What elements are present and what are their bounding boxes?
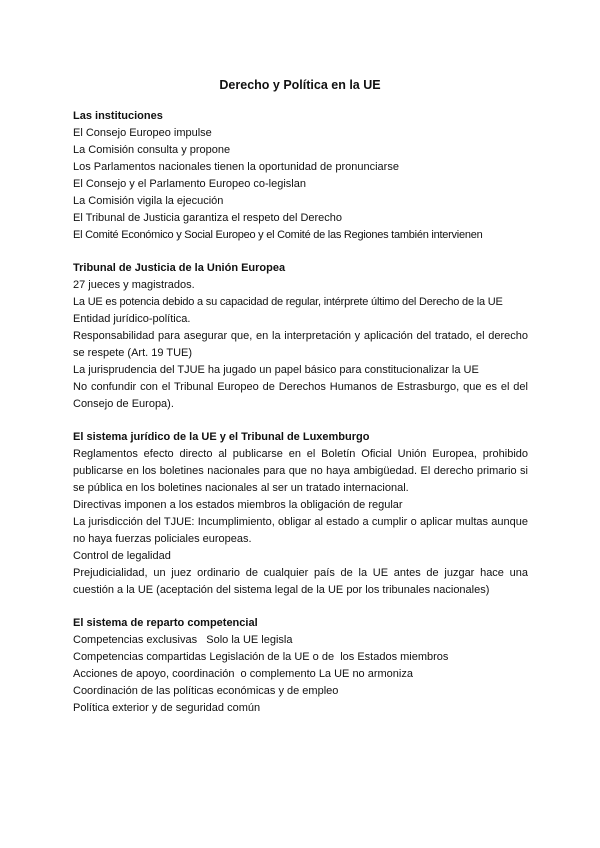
paragraph: Competencias compartidas Legislación de la UE o de los Estados miembros xyxy=(73,651,449,663)
page-title: Derecho y Política en la UE xyxy=(219,78,381,92)
paragraph: Prejudicialidad, un juez ordinario de cualquier país de la UE antes de juzgar hace una cuestión a la UE (aceptación del sistema legal de la UE por los tribunales nacionales) xyxy=(73,567,528,596)
paragraph: 27 jueces y magistrados. xyxy=(73,279,195,291)
paragraph: La jurisdicción del TJUE: Incumplimiento, obligar al estado a cumplir o aplicar multas aunque no haya fuerzas policiales europeas. xyxy=(73,516,528,545)
paragraph: El Comité Económico y Social Europeo y el Comité de las Regiones también intervienen xyxy=(73,229,483,241)
paragraph: Competencias exclusivas Solo la UE legisla xyxy=(73,634,293,646)
section-instituciones xyxy=(73,108,528,244)
paragraph: Coordinación de las políticas económicas y de empleo xyxy=(73,685,339,697)
paragraph: Responsabilidad para asegurar que, en la interpretación y aplicación del tratado, el derecho se respete (Art. 19 TUE) xyxy=(73,330,528,359)
paragraph: El Tribunal de Justicia garantiza el respeto del Derecho xyxy=(73,212,343,224)
paragraph: La jurisprudencia del TJUE ha jugado un papel básico para constitucionalizar la UE xyxy=(73,364,479,376)
section-heading: Tribunal de Justicia de la Unión Europea xyxy=(73,262,286,274)
paragraph: Reglamentos efecto directo al publicarse en el Boletín Oficial Unión Europea, prohibido publicarse en los boletines nacionales para que no haya ambigüedad. El derecho primario si se pública en los boletines nacionales al ser un tratado internacional. xyxy=(73,448,528,494)
paragraph: El Consejo y el Parlamento Europeo co-legislan xyxy=(73,178,306,190)
paragraph: Control de legalidad xyxy=(73,550,171,562)
section-heading: El sistema jurídico de la UE y el Tribunal de Luxemburgo xyxy=(73,431,370,443)
paragraph: Los Parlamentos nacionales tienen la oportunidad de pronunciarse xyxy=(73,161,399,173)
section-reparto-competencial xyxy=(73,615,528,717)
paragraph: Acciones de apoyo, coordinación o complemento La UE no armoniza xyxy=(73,668,413,680)
paragraph: No confundir con el Tribunal Europeo de Derechos Humanos de Estrasburgo, que es el del Consejo de Europa). xyxy=(73,381,528,410)
paragraph: La Comisión consulta y propone xyxy=(73,144,231,156)
paragraph: La Comisión vigila la ejecución xyxy=(73,195,224,207)
section-tribunal-justicia xyxy=(73,260,528,413)
document-body xyxy=(73,108,528,733)
paragraph: La UE es potencia debido a su capacidad de regular, intérprete último del Derecho de la UE xyxy=(73,296,503,308)
section-heading: Las instituciones xyxy=(73,110,163,122)
paragraph: Política exterior y de seguridad común xyxy=(73,702,261,714)
section-heading: El sistema de reparto competencial xyxy=(73,617,258,629)
paragraph: El Consejo Europeo impulse xyxy=(73,127,212,139)
paragraph: Entidad jurídico-política. xyxy=(73,313,191,325)
section-sistema-juridico xyxy=(73,429,528,599)
paragraph: Directivas imponen a los estados miembros la obligación de regular xyxy=(73,499,403,511)
